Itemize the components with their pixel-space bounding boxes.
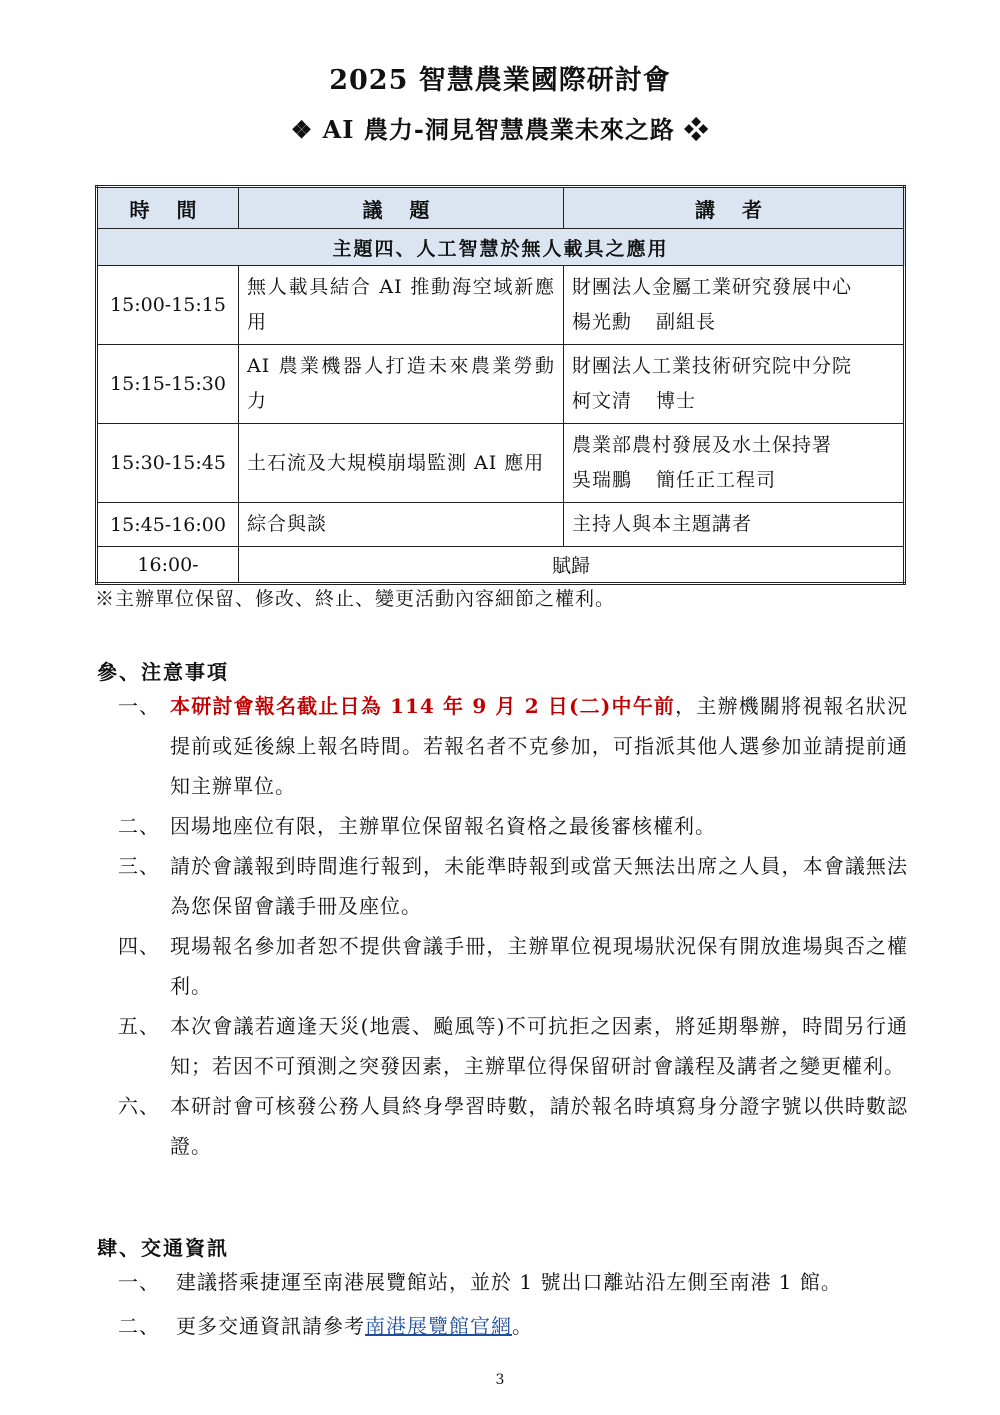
notices-list — [118, 686, 908, 1166]
table-row — [97, 503, 905, 547]
item-number: 一、 — [118, 1270, 160, 1294]
item-number: 二、 — [118, 1314, 160, 1338]
notices-heading: 參、注意事項 — [97, 660, 229, 684]
item-text: 本次會議若適逢天災(地震、颱風等)不可抗拒之因素，將延期舉辦，時間另行通知；若因不可預測之突發因素，主辦單位得保留研討會議程及講者之變更權利。 — [170, 1014, 908, 1078]
item-text: 建議搭乘捷運至南港展覽館站，並於 1 號出口離站沿左側至南港 1 館。 — [176, 1270, 842, 1294]
session-speaker: 主持人與本主題講者 — [564, 503, 905, 547]
list-item — [118, 1260, 908, 1304]
session-speaker — [564, 424, 905, 503]
speaker-name: 楊光勳 — [572, 311, 633, 333]
item-number: 二、 — [118, 814, 160, 838]
item-number: 六、 — [118, 1094, 160, 1118]
session-time: 16:00- — [97, 547, 239, 584]
session-topic: 無人載具結合 AI 推動海空域新應用 — [239, 266, 564, 345]
venue-website-link[interactable]: 南港展覽館官網 — [365, 1314, 512, 1338]
table-row — [97, 345, 905, 424]
item-text: 因場地座位有限，主辦單位保留報名資格之最後審核權利。 — [170, 814, 716, 838]
list-item — [118, 1304, 908, 1348]
table-row — [97, 547, 905, 584]
list-item — [118, 1006, 908, 1086]
item-text: 請於會議報到時間進行報到，未能準時報到或當天無法出席之人員，本會議無法為您保留會議手冊及座位。 — [170, 854, 908, 918]
speaker-org: 財團法人工業技術研究院中分院 — [572, 355, 853, 377]
speaker-title: 博士 — [656, 390, 697, 412]
session-topic: AI 農業機器人打造未來農業勞動力 — [239, 345, 564, 424]
closing-label: 賦歸 — [239, 547, 905, 584]
item-number: 三、 — [118, 854, 160, 878]
list-item — [118, 686, 908, 806]
list-item — [118, 846, 908, 926]
speaker-title: 副組長 — [656, 311, 717, 333]
header-speaker: 講 者 — [564, 187, 905, 229]
disclaimer-note: ※主辦單位保留、修改、終止、變更活動內容細節之權利。 — [95, 588, 616, 610]
table-row — [97, 424, 905, 503]
traffic-heading: 肆、交通資訊 — [97, 1236, 229, 1260]
traffic-list — [118, 1260, 908, 1348]
speaker-name: 柯文清 — [572, 390, 633, 412]
session-time: 15:30-15:45 — [97, 424, 239, 503]
session-speaker — [564, 345, 905, 424]
list-item — [118, 1086, 908, 1166]
item-text: 現場報名參加者恕不提供會議手冊，主辦單位視現場狀況保有開放進場與否之權利。 — [170, 934, 908, 998]
list-item — [118, 806, 908, 846]
session-speaker — [564, 266, 905, 345]
item-number: 四、 — [118, 934, 160, 958]
header-time: 時 間 — [97, 187, 239, 229]
session-time: 15:15-15:30 — [97, 345, 239, 424]
table-row — [97, 266, 905, 345]
item-text: ，主辦機關將視報名狀況提前或延後線上報名時間。若報名者不克參加，可指派其他人選參加並請提前通知主辦單位。 — [170, 694, 908, 798]
theme-title: 主題四、人工智慧於無人載具之應用 — [97, 229, 905, 266]
agenda-header-row — [97, 187, 905, 229]
page-number: 3 — [495, 1372, 505, 1388]
list-item — [118, 926, 908, 1006]
speaker-org: 農業部農村發展及水土保持署 — [572, 434, 833, 456]
item-text: 更多交通資訊請參考 — [176, 1314, 365, 1338]
deadline-highlight: 本研討會報名截止日為 114 年 9 月 2 日(二)中午前 — [170, 694, 676, 718]
header-topic: 議 題 — [239, 187, 564, 229]
theme-row — [97, 229, 905, 266]
item-number: 一、 — [118, 694, 160, 718]
agenda-table — [95, 185, 906, 585]
session-topic: 土石流及大規模崩塌監測 AI 應用 — [239, 424, 564, 503]
speaker-title: 簡任正工程司 — [656, 469, 777, 491]
speaker-name: 吳瑞鵬 — [572, 469, 633, 491]
session-time: 15:00-15:15 — [97, 266, 239, 345]
item-text-end: 。 — [512, 1314, 533, 1338]
item-text: 本研討會可核發公務人員終身學習時數，請於報名時填寫身分證字號以供時數認證。 — [170, 1094, 908, 1158]
speaker-org: 財團法人金屬工業研究發展中心 — [572, 276, 853, 298]
item-number: 五、 — [118, 1014, 160, 1038]
session-topic: 綜合與談 — [239, 503, 564, 547]
session-time: 15:45-16:00 — [97, 503, 239, 547]
page-subtitle: ❖ AI 農力-洞見智慧農業未來之路 ❖ — [290, 115, 710, 144]
page-title: 2025 智慧農業國際研討會 — [329, 65, 671, 96]
